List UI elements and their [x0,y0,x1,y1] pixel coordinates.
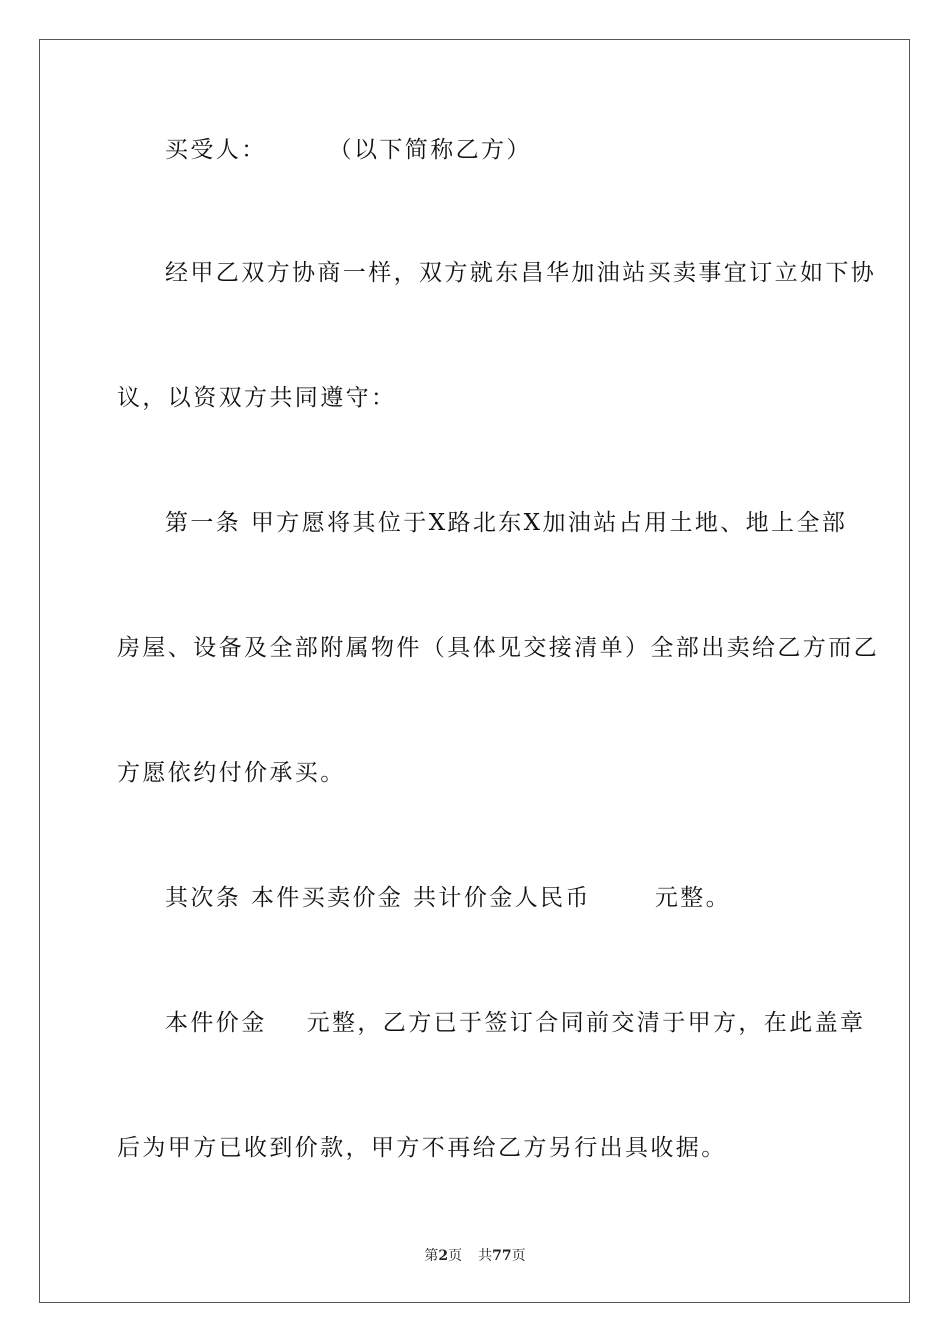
payment-text: 元整，乙方已于签订合同前交清于甲方，在此盖章 [306,1010,866,1036]
article-one-line: 第一条 甲方愿将其位于X路北东X加油站占用土地、地上全部 [165,510,848,536]
paragraph-line: 议，以资双方共同遵守： [117,385,397,411]
price-text: 其次条 本件买卖价金 共计价金人民币 [165,885,591,911]
page-frame [39,39,910,1303]
paragraph-line: 方愿依约付价承买。 [117,760,346,786]
buyer-abbrev: （以下简称乙方） [328,137,532,163]
price-unit: 元整。 [654,885,732,911]
paragraph-line: 房屋、设备及全部附属物件（具体见交接清单）全部出卖给乙方而乙 [117,635,879,661]
payment-line [165,1008,885,1038]
footer-page-prefix: 第 [424,1248,439,1264]
buyer-label: 买受人： [165,137,267,163]
paragraph-line: 后为甲方已收到价款，甲方不再给乙方另行出具收据。 [117,1135,727,1161]
page-footer [0,1247,950,1265]
footer-page-suffix: 页 [448,1248,463,1264]
payment-label: 本件价金 [165,1010,267,1036]
page-number: 2 [438,1248,449,1264]
footer-total-suffix: 页 [511,1248,526,1264]
paragraph-line: 经甲乙双方协商一样，双方就东昌华加油站买卖事宜订立如下协 [165,260,877,286]
total-pages: 77 [492,1248,512,1264]
buyer-line [165,135,885,165]
article-two-line [165,883,885,913]
footer-total-prefix: 共 [478,1248,493,1264]
